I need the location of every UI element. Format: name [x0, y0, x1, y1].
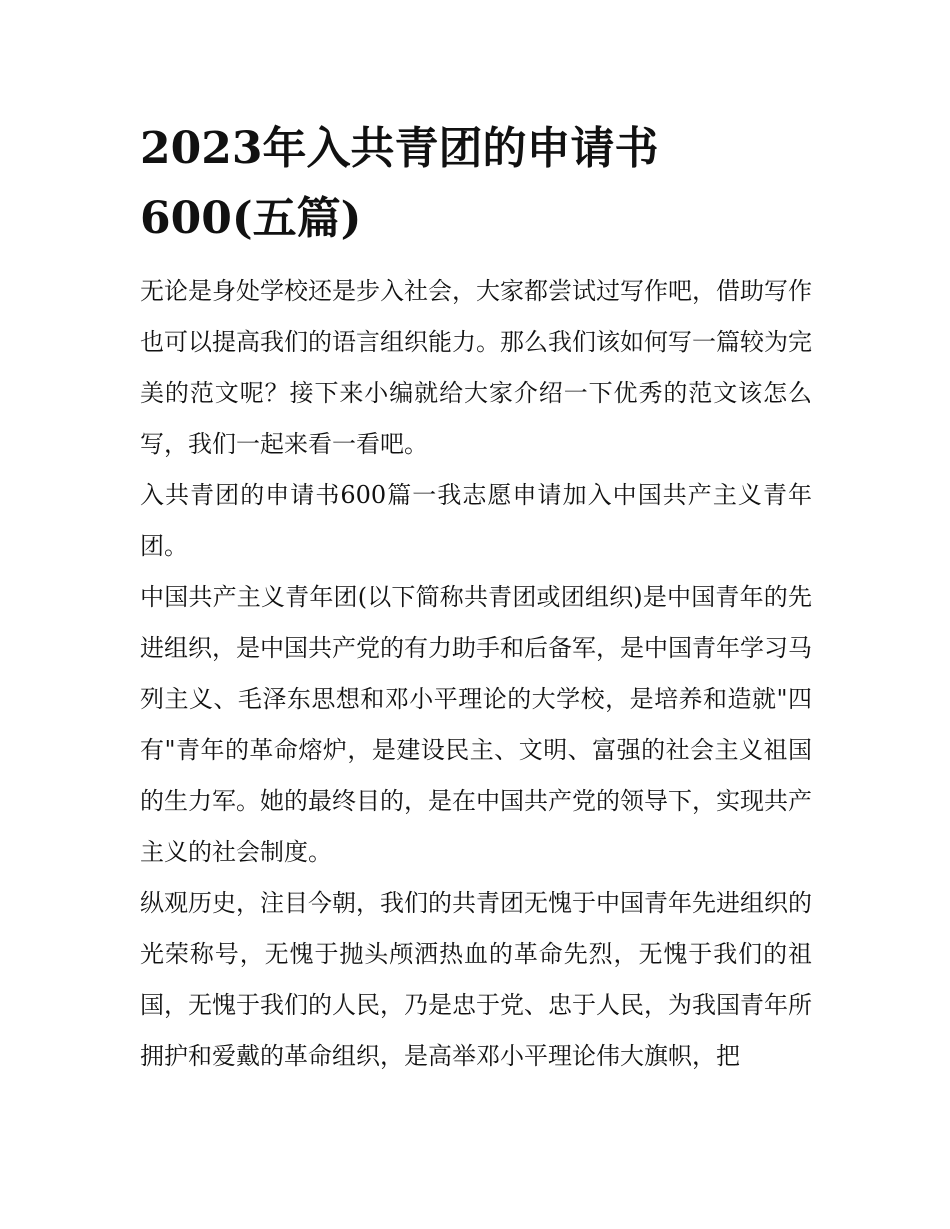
history-paragraph: 纵观历史，注目今朝，我们的共青团无愧于中国青年先进组织的光荣称号，无愧于抛头颅洒热血的革命先烈，无愧于我们的祖国，无愧于我们的人民，乃是忠于党、忠于人民，为我国青年所拥护和爱戴的革命组织，是高举邓小平理论伟大旗帜，把 [140, 889, 812, 1070]
intro-paragraph: 无论是身处学校还是步入社会，大家都尝试过写作吧，借助写作也可以提高我们的语言组织能力。那么我们该如何写一篇较为完美的范文呢？接下来小编就给大家介绍一下优秀的范文该怎么写，我们一起来看一看吧。 [140, 277, 812, 458]
league-description-paragraph: 中国共产主义青年团(以下简称共青团或团组织)是中国青年的先进组织，是中国共产党的有力助手和后备军，是中国青年学习马列主义、毛泽东思想和邓小平理论的大学校，是培养和造就"四有"青年的革命熔炉，是建设民主、文明、富强的社会主义祖国的生力军。她的最终目的，是在中国共产党的领导下，实现共产主义的社会制度。 [140, 583, 812, 866]
document-body [140, 114, 812, 1082]
title-line-2: 600(五篇) [140, 193, 362, 244]
application-statement-paragraph: 入共青团的申请书600篇一我志愿申请加入中国共产主义青年团。 [140, 481, 812, 560]
document-title [140, 114, 812, 254]
title-line-1: 2023年入共青团的申请书 [140, 123, 659, 174]
